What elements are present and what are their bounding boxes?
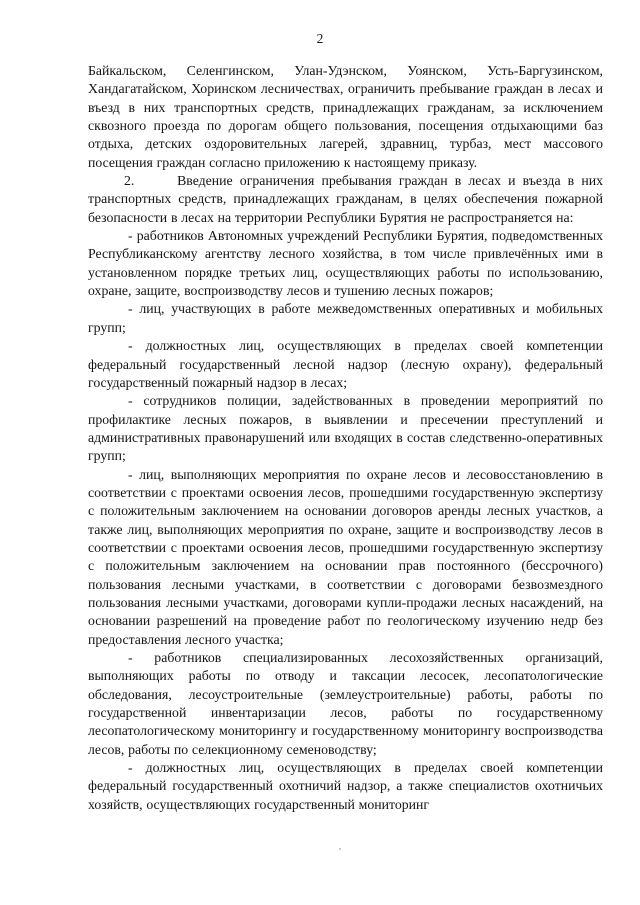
paragraph-continuation: Байкальском, Селенгинском, Улан-Удэнском, Уоянском, Усть-Баргузинском, Хандагатайском, Хоринском лесничествах, ограничить пребывание граждан в лесах и въезд в них транспортных средств, принадлежащих гражданам, за исключением сквозного проезда по дорогам общего пользования, посещения отдыхающими баз отдыха, детских оздоровительных лагерей, здравниц, турбаз, мест массового посещения граждан согласно приложению к настоящему приказу. (88, 63, 603, 170)
list-item-employees-autonomous-institutions: - работников Автономных учреждений Республики Бурятия, подведомственных Республиканскому агентству лесного хозяйства, в том числе привлечённых ими в установленном порядке третьих лиц, осуществляющих работы по использованию, охране, защите, воспроизводству лесов и тушению лесных пожаров; (88, 228, 603, 299)
list-item-specialized-forestry-organizations: - работников специализированных лесохозяйственных организаций, выполняющих работы по отводу и таксации лесосек, лесопатологические обследования, лесоустроительные (землеустроительные) работы, работы по государственной инвентаризации лесов, работы по государственному лесопатологическому мониторингу и государственному мониторингу воспроизводства лесов, работы по селекционному семеноводству; (88, 650, 603, 757)
list-item-hunting-supervision-officials: - должностных лиц, осуществляющих в пределах своей компетенции федеральный государственный охотничий надзор, а также специалистов охотничьих хозяйств, осуществляющих государственный мониторинг (88, 760, 603, 812)
list-item-forest-supervision-officials: - должностных лиц, осуществляющих в пределах своей компетенции федеральный государственный лесной надзор (лесную охрану), федеральный государственный пожарный надзор в лесах; (88, 338, 603, 390)
document-body (88, 62, 607, 814)
list-item-interagency-groups: - лиц, участвующих в работе межведомственных оперативных и мобильных групп; (88, 301, 603, 335)
paragraph-item-2: 2. Введение ограничения пребывания граждан в лесах и въезда в них транспортных средств, принадлежащих гражданам, в целях обеспечения пожарной безопасности в лесах на территории Республики Бурятия не распространяется на: (88, 173, 607, 225)
list-item-forest-protection-contractors: - лиц, выполняющих мероприятия по охране лесов и лесовосстановлению в соответствии с проектами освоения лесов, прошедшими государственную экспертизу с положительным заключением на основании договоров аренды лесных участков, а также лиц, выполняющих мероприятия по охране, защите и воспроизводству лесов в соответствии с проектами освоения лесов, прошедшими государственную экспертизу с положительным заключением на основании прав постоянного (бессрочного) пользования лесными участками, в соответствии с договорами безвозмездного пользования лесными участками, договорами купли-продажи лесных насаждений, на основании разрешений на проведение работ по геологическому изучению недр без предоставления лесного участка; (88, 466, 603, 647)
scan-artifact (339, 848, 341, 850)
page-number: 2 (316, 31, 324, 46)
list-item-police-officers: - сотрудников полиции, задействованных в проведении мероприятий по профилактике лесных пожаров, в выявлении и пресечении преступлений и административных правонарушений или входящих в состав следственно-оперативных групп; (88, 393, 603, 464)
